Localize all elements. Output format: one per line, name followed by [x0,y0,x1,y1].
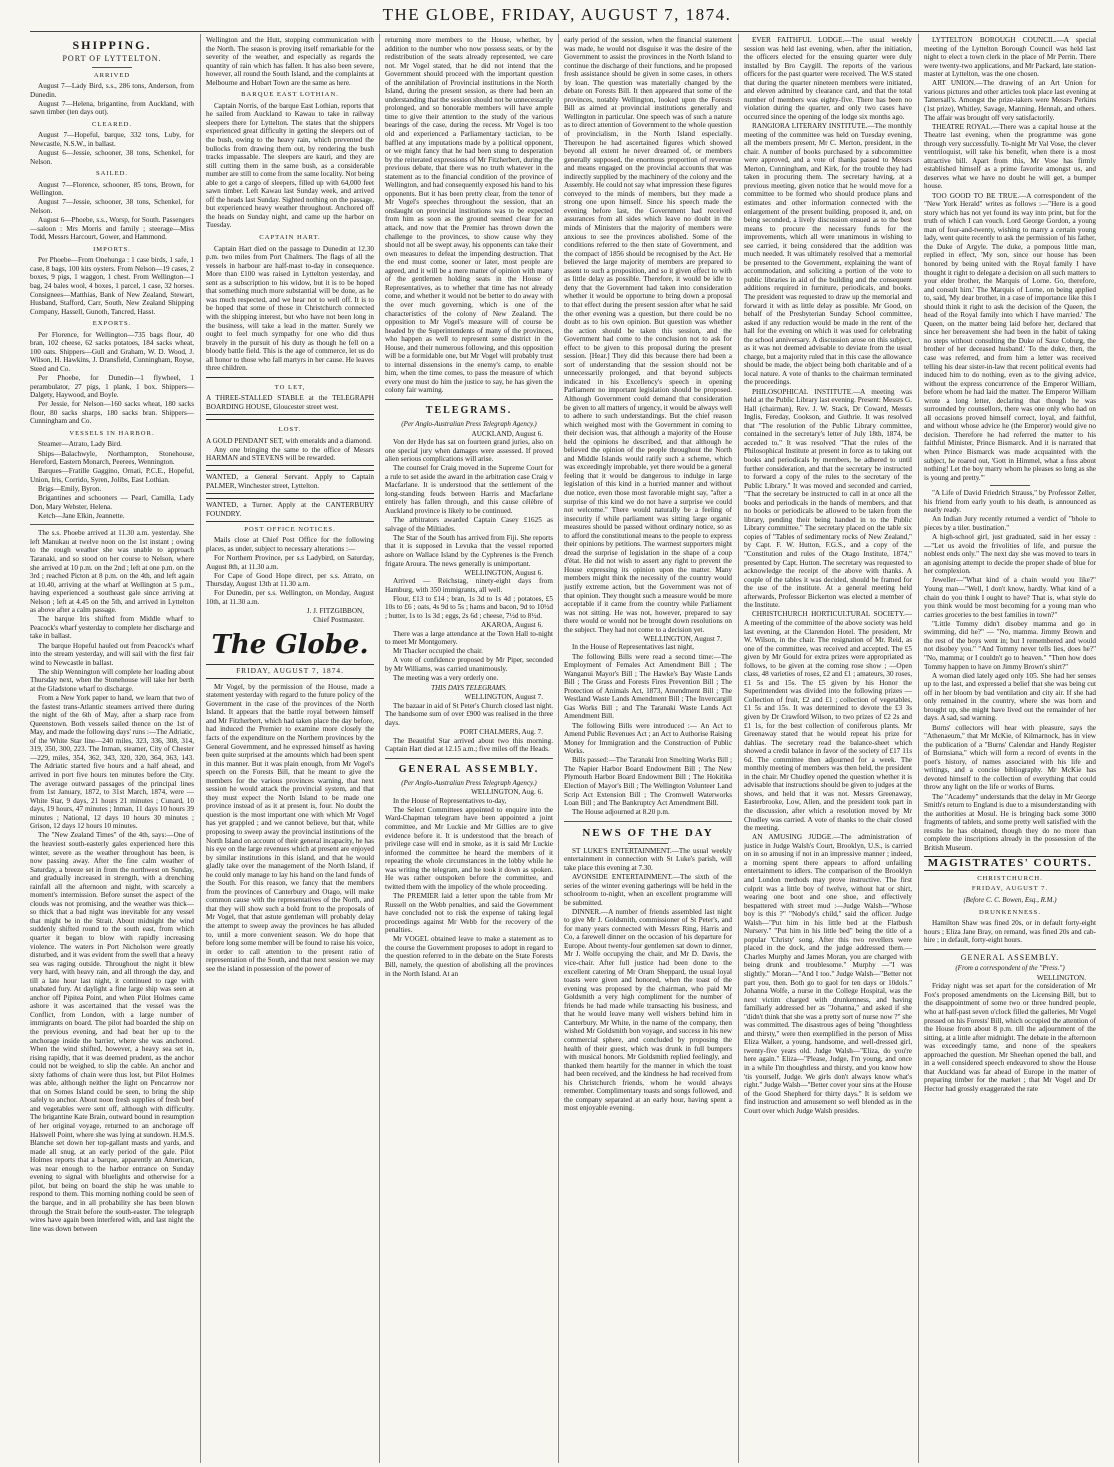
advert-text: WANTED, a Turner. Apply at the CANTERBURY FOUNDRY. [206,501,374,518]
news-item: Jeweller—"What kind of a chain would you like?" Young man—"Well, I don't know, hardly. What kind of a chain do you think I ought to have? That is, what style do you think would be most becoming for a young man who carries groceries to the best families in town?" [924,576,1096,619]
captain-heading: CAPTAIN HART. [259,234,321,242]
assembly-agency: (Per Anglo-Australian Press Telegraph Agency.) [401,778,537,787]
telegram-dateline: AUCKLAND, August 6. [471,429,543,438]
post-office-paragraph: For Cape of Good Hope direct, per s.s. Atrato, on Thursday, August 13th at 11.30 a.m. [206,571,374,589]
news-item: TOO GOOD TO BE TRUE.—A correspondent of the "New York Herald" writes as follows :—"Here is a good story which has not yet found its way into print, but for the truth of which I can vouch. Lord George Gordon, a young man of four-and-twenty, wishing to marry a certain young lady, went quite recently to ask the permission of his father, the Duke of Argyle. The duke, a pompous little man, replied in effect, 'My son, since our house has been honored by being united with the Royal family I have thought it right to delegate a decision on all such matters to your elder brother, the Marquis of Lorne. Go, therefore, and consult him.' The Marquis of Lorne, on being applied to, said, 'My dear brother, in a case of importance like this I should think it right to ask the decision of the Queen, the head of the Royal family into which I have married.' The Queen, on the matter being laid before her, declared that since her bereavement she had been in the habit of taking no steps without consulting the Duke of Saxe Coburg, the brother of her deceased husband.' To the duke, then, the case was referred, and from him a letter was received telling his dear sister-in-law that recent political events had induced him to do nothing, even as to the giving advice, without the express concurrence of the Emperor William, before whom he had laid the matter. The Emperor William wrote a long letter, declaring that though he was surrounded by counsellors, there was one only who had on all occasions proved himself correct, loyal, and faithful, and without whose advice he (the Emperor) would give no decision. Therefore he had referred the matter to his faithful Minister, Prince Bismarck. And it is narrated that when Prince Bismarck was made acquainted with the subject, he roared out, 'Gott in Himmel, what a fuss about nothing! Let the boy marry whom he pleases so long as she is young and pretty.'" [924,191,1096,482]
news-item: PHILOSOPHICAL INSTITUTE.—A meeting was held at the Public Library last evening. Present: Messrs G. Hall (chairman), Rev. J. W. Stack, Dr Coward, Messrs Inglis, Fereday, Cookson, and Guthrie. It was resolved that "The resolution of the Public Library committee, contained in the secretary's letter of July 18th, 1874, be acceded to." It was resolved "That the rules of the Philosophical Institute at present in force as to taking out books and periodicals by members, be adhered to until further consideration, and that the secretary be instructed to forward a copy of the rules to the secretary of the Public Library." It was moved and seconded and carried, "That the secretary be instructed to call in at once all the books and periodicals in the hands of members, and that no books or periodicals be allowed to be taken from the library, pending their being handed in to the Public Library committee." The secretary placed on the table six copies of "Tables of sedimentary rocks of New Zealand," by Capt. F. W. Hutton, F.G.S., and a copy of the "Constitution and rules of the Otago Institute, 1874," presented by Capt. Hutton. The secretary was requested to acknowledge the receipt of the above with thanks. A couple of the tables it was decided, should be framed for the use of the institute. At a general meeting held afterwards, Professor Bickerton was elected a member of the Institute. [744,387,912,610]
assembly-continued: early period of the session, when the financial statement was made, he would not disguise it was the desire of the Government to assist the provinces in the North Island to continue the discharge of their functions, and he proposed fresh assistance should be given in some cases, in others by loan. The question was materially changed by the debate on Forests Bill. It then appeared that some of the provinces, notably Wellington, looked upon the Forests Bill as aimed at provincial institutions generally and Wellington in particular. One speech was of such a nature as to direct attention of Government to the whole question of provincialism, in the North Island especially. Thereupon he had ascertained figures which showed beyond all extent he never dreamed of, or members generally supposed, the enormous proportion of revenue and means engaged on the provincial accounts that was indirectly supplied by the machinery of the colony and the Assembly. He could not say what impression these figures conveyed to the minds of members, but they made a strong one upon himself. Since his speech made the evening before last, the Government had received assurances from all sides which leave no doubt in the minds of Ministers that the majority of members were anxious to see the provinces abolished. Some of the conditions referred to the then state of Government, and the compact of 1856 should be recognised by the Act. He believed the large majority of members are prepared to assent to such a proposition, and so it given effect to with as little delay as possible. Therefore, it would be idle to deny that the Government had taken into consideration whether it would be opportune to bring down a proposal to that effect during the present session after what he said the other evening was a question, but there could be no doubt as to his own opinion. But question was whether the action should be taken this session, and the Government had come to the conclusion not to ask for effect to be given to this proposal during the present session. [Hear.] They did this because there had been a sort of understanding that the session should not be unnecessarily prolonged, and that beyond subjects indicated in his Excellency's speech in opening Parliament no important legislation should be proposed. Although Government could demand that consideration be given to all matters of urgency, it would be always well to adhere to such understandings. But the chief reason which weighed most with the Government in coming to their decision was, that although a majority of the House held the opinions he described, and that although he believed the opinion of the people throughout the North and Middle Islands would ratify such a scheme, which was exceedingly improbable, yet there would be a general feeling that it would be dangerous to indulge in large legislation of this kind in a hurried manner and without due notice, even those most favorable might say, "after a surprise of this kind we do not have a surprise we could not welcome." There would naturally be a feeling of insecurity if while parliament was sitting large organic measures should be passed without ordinary notice, so as to afford the constitutional means to the people to express their opinions by petitions. The warmest supporters might dread the surprise of legislation in the shape of a coup d'état. He did not wish to assert any right to prevent the House expressing its opinion upon the matter. Many members might think the necessity of the country would justify extreme action, but the Government was not of that opinion. They thought such a measure would be more acceptable if it came from the country while Parliament was not sitting. He was not, however, prepared to say there would or would not be brought down resolutions on the subject. They had not come to a decision yet. [564,36,732,634]
telegrams-agency: (Per Anglo-Australian Press Telegraph Agency.) [401,419,537,428]
editorial-paragraph: Mr Vogel, by the permission of the House, made a statement yesterday with regard to the future policy of the Government in the case of the provinces of the North Island. It appears that the battle royal between himself and Mr Fitzherbert, which had taken place the day before, had induced the Premier to examine more closely the facts of the expenditure on the Northern provinces by the General Government, and he expressed himself as having been quite surprised at the amounts which had been spent in this manner. But it was plain enough, from Mr Vogel's speech on the Forests Bill, that he meant to give the members for the various provinces warning, that next session he would attack the provincial system, and that they must expect the North Island to be made one province instead of as it at present is, four. No doubt the question is the most important one with which Mr Vogel has yet grappled ; and we cannot believe, but that, while proposing to sweep away the provincial institutions of the North Island on account of their general incapacity, he has his eye on the large revenues which at present are enjoyed by similar institutions in this island, and that he would gladly take over the management of the North Island, if he could only manage to lay his hand on the land funds of the South. For this reason, we fancy that the members from the provinces of Canterbury and Otago, will make common cause with the representatives of the North, and that they will show such a bold front to the proposals of Mr Vogel, that that astute gentleman will probably delay the attempt to sweep away the provinces he has alluded to, until a more convenient season. We do hope that before long some member will be found to raise his voice, in order to call attention to the present ratio of representation of the South, and that next session we may see the island in possession of the power of [206,682,374,973]
advert-text: Any one bringing the same to the office of Messrs HARMAN and STEVENS will be rewarded. [206,445,374,463]
telegram-item: Arrived — Reichstag, ninety-eight days from Hamburg, with 350 immigrants, all well. [385,577,553,594]
news-item: LYTTELTON BOROUGH COUNCIL.—A special meeting of the Lyttelton Borough Council was held last night to elect a town clerk in the place of Mr Perrin. There were twenty-two applications, and Mr Packard, late station-master at Lyttelton, was the one chosen. [924,36,1096,79]
arrival-entry: August 7—Lady Bird, s.s., 286 tons, Anderson, from Dunedin. [30,82,194,99]
exports-label: EXPORTS. [92,320,132,328]
barque-paragraph: Captain Norris, of the barque East Lothian, reports that he sailed from Auckland to Kawau to take in railway sleepers there for Lyttelton. The states that the shippers experienced great difficulty in getting the sleepers out of the bush, owing to the heavy rain, which prevented the bullocks from drawing them out, by rendering the bush tracks impassable. The sleepers are kauri, and they are still cutting them in the same bush, as a considerable number are still to come from the same locality. Not being able to get a cargo of sleepers, filled up with 64,000 feet sawn timber. Left Kawau last Sunday week, and arrived off the heads last Sunday. Sighted nothing on the passage, but experienced heavy weather throughout. Anchored off the heads on Sunday night, and came up the harbor on Tuesday. [206,101,374,230]
news-item: DINNER.—A number of friends assembled last night to give Mr J. Goldsmith, commissioner of St Peter's, and for many years connected with Messrs Ring, Harris and Co, a farewell dinner on the occasion of his departure for Europe. About twenty-four gentlemen sat down to dinner, Mr J. Wolfe occupying the chair, and Mr D. Davis, the vice-chair. After full justice had been done to the excellent catering of Mr Oram Sheppard, the usual loyal toasts were given and honored, when the toast of the evening was proposed by the chairman, who paid Mr Goldsmith a very high compliment for the number of friends he had made while transacting his business, and that he would leave many well wishers behind him in Canterbury. Mr White, in the name of the company, then wished Mr Goldsmith bon voyage, and success in his new commercial sphere, and concluded by proposing the health of their guest, which was drunk in full bumpers with musical honors. Mr Goldsmith replied feelingly, and thanked them heartily for the manner in which the toast had been received, and the kindness he had received from his Christchurch friends, whom he would always remember. Complimentary toasts and songs followed, and the company separated at an early hour, having spent a most enjoyable evening. [564,907,732,1113]
sailed-entry: August 6—Phoebe, s.s., Worsp, for South. Passengers—saloon : Mrs Morris and family ; steerage—Miss Todd, Messrs Harcourt, Gower, and Hammond. [30,216,194,242]
divider [30,524,194,525]
vessels-entry: Brigantines and schooners — Pearl, Camilla, Lady Don, Mary Webster, Helena. [30,494,194,511]
column-4 [564,36,732,1462]
editorial-continued: returning more members to the House, whether, by addition to the number who now possess seats, or by the redistribution of the seats already represented, we care not. Mr Vogel stated, that he did not intend that the Government should proceed with the important question of the annihilation of Provincial institutions in the North Island, during the present session, as there had been an understanding that the session should not be unnecessarily prolonged, and so honorable members will have ample time to give their attention to the study of the various bearings of the case, during the recess. Mr Vogel is too old and experienced a Parliamentary tactician, to be baffled at any imputations made by a political opponent, or we might fancy that he had been stung to desperation by the reiterated expressions of Mr Fitzherbert, during the previous debate, that there was no truth whatever in the statement as to the financial condition of the province of Wellington, and had consequently exposed his hand to his opponents. But it has been pretty clear, from the tenor of Mr Vogel's speeches throughout the session, that an onslaught on provincial institutions was to be expected from him as soon as the ground seemed clear for an attack, and now that the Premier has thrown down the challenge to the provinces, to show cause why they should not all be swept away, his opponents can take their own measures to defeat the impending destruction. That the end must come, sooner or later, most people are agreed, and it will be a mere matter of opinion with many of the gentlemen holding seats in the House of Representatives, as to whether that time has not already come, and whether it would not be better to do away with the over much governing, which is one of the characteristics of the colony of New Zealand. The opposition to Mr Vogel's measure will of course be headed by the Superintendents of many of the provinces, who happen as well to represent some district in the House, and their numerous following, and this opposition will be a formidable one, but Mr Vogel will probably trust to internal dissensions in the enemy's camp, to enable him, when the time comes, to pass the measure of which every one must do him the justice to say, he has given the colony fair warning. [385,36,553,395]
barque-heading: BARQUE EAST LOTHIAN. [241,91,339,99]
captain-paragraph: Captain Hart died on the passage to Dunedin at 12.30 p.m. two miles from Port Chalmers. The flags of all the vessels in harbour are half-mast to-day in consequence. More than £100 was raised in Lyttelton yesterday, and sent as a subscription to his widow, but it is to be hoped that something much more substantial will be done, as he was much respected, and we hear not to well off. It is to be hoped that some of those in Christchurch connected with the shipping interest, but who have not been long in the business, will take a lead in the matter. Surely we ought to feel much sympathy for one who did thus bravely in the pursuit of his duty as though he fell on a bloody battle field. This is the age of commerce, let us do all honor to those who fall martyrs in her cause. He leaves three children. [206,244,374,373]
assembly-paragraph: Bills passed:—The Taranaki Iron Smelting Works Bill ; The Napier Harbor Board Endowment Bill ; The New Plymouth Harbor Board Endowment Bill ; The Hokitika Election of Mayor's Bill ; The Wellington Volunteer Land Scrip Act Extension Bill ; The Cromwell Waterworks Loan Bill ; and The Bankruptcy Act Amendment Bill. [564,756,732,808]
masthead-rule [30,31,1096,32]
courts-charge: DRUNKENNESS. [978,908,1041,916]
sailed-label: SAILED. [95,170,129,178]
assembly-paragraph: The Select Committees appointed to enquire into the Ward-Chapman telegram have been appointed a joint committee, and Mr Luckie and Mr Gillies are to give evidence before it. It is understood that the breach of privilege case will end in smoke, as it is said Mr Luckie informed the committee he heard the members of it repeating the whole circumstances in the lobby while he was writing the telegram, and he took it down as spoken. He was rather outspoken before the committee, and twitted them with the impolicy of the whole proceeding. [385,805,553,891]
magistrates-courts-heading: MAGISTRATES' COURTS. [924,856,1096,871]
column-2 [206,36,374,1462]
post-office-paragraph: Mails close at Chief Post Office for the following places, as under, subject to necessary alterations :— [206,536,374,553]
column-rule [738,34,739,1463]
assembly-source: (From a correspondent of the "Press.") [955,964,1065,973]
advert-wanted-turner [206,498,374,522]
assembly-heading: GENERAL ASSEMBLY. [960,952,1060,962]
assembly-dateline: WELLINGTON, Aug. 6. [471,788,543,797]
assembly-paragraph: The following Bills were read a second time:—The Employment of Females Act Amendment Bill ; The Wanganui Mayor's Bill ; The Hawke's Bay Waste Lands Bill ; The Grass and Forests Fires Prevention Bill ; The Protection of Animals Act, 1873, Amendment Bill ; The Westland Waste Lands Amendment Bill ; The Invercargill Gas Works Bill ; and The Taranaki Waste Lands Act Amendment Bill. [564,652,732,721]
assembly-paragraph: The PREMIER laid a letter upon the table from Mr Russell on the Webb penalties, and said the Government have concluded not to risk the expense of taking legal proceedings against Mr Webb for the recovery of the penalties. [385,891,553,935]
vessels-entry: Ketch—Jane Elkin, Jeannette. [38,511,125,520]
telegram-dateline: AKAROA, August 6. [481,621,543,630]
post-office-heading: POST OFFICE NOTICES. [244,525,336,533]
imports-label: IMPORTS. [93,245,131,253]
shipping-paragraph: The "New Zealand Times" of the 4th, says:—One of the heaviest south-easterly gales experienced here this winter, severe as the weather throughout has been, is now passing away. After the fine calm weather of Saturday, a breeze set in from the northwest on Sunday, and gradually increased in strength, with a drenching rainfall all the afternoon and night, with scarcely a moment's intermission. Before sunset the aspect of the clouds was not promising, and the weather was thick—so thick that a bad night was inevitable for any vessel that might be in the Strait. About midnight the wind suddenly shifted round to the south east, from which quarter it began to blow with rapidly increasing violence. The waters in Port Nicholson were greatly disturbed, and it was evident from the swell that a heavy sea was raging outside. Throughout the night it blew very hard, with heavy rain, and all through the day, and till a late hour last night, it continued to rage with unabated fury. At daylight a fine large ship was seen at anchor off Pipitea Point, and when Pilot Holmes came ashore it was ascertained that the vessel was the Conflict, from London, with a large number of immigrants on board. The pilot had boarded the ship on the previous evening, and had beat her up to the anchorage inside the barrier, where she was anchored. When the wind shifted, however, a heavy sea set in, rising rapidly, that it was deemed prudent, as the anchor could not be weighed, to slip the cable. An anchor and sixty fathoms of chain were thus lost, but Pilot Holmes was able, although neither the light on Pencarrow nor that on Somes Island could be seen, to bring the ship safely to anchor. About noon fresh supplies of fresh beef and vegetables were sent off, although with difficulty. The brigantine Kate Brain, outward bound in resumption of her original voyage, returned to an anchorage off Halswell Point, where she was lying at sundown. H.M.S. Blanche set down her top-gallant masts and yards, and made all snug, at an early period of the gale. Pilot Holmes reports that a barque, apparently an American, was near enough to the harbor entrance on Sunday evening to signal with bluelights and otherwise for a pilot, but being on board the ship he was unable to respond to them. This morning nothing could be seen of the barque, and in all probability she has been blown through the Strait before the south-easter. The telegraph wires have again been interfered with, and last night the line was down between [30,831,194,1233]
column-rule [379,34,380,1463]
telegram-item: The Beautiful Star arrived about two this morning. Captain Hart died at 12.15 a.m.; five miles off the Heads. [385,736,553,754]
news-item: ART UNION.—The drawing of an Art Union for various pictures and other articles took place last evening at Tattersall's. Amongst the prize-takers were Messrs Perkins (1st prize), Whitley, Savage, Manning, Hennah, and others. The affair was brought off very satisfactorily. [924,79,1096,122]
column-3 [385,36,553,1462]
telegram-item: Von der Hyde has sat on fourteen grand juries, also on one special jury when damages were assessed. If proved alien serious complications will arise. [385,438,553,464]
telegram-dateline: PORT CHALMERS, Aug. 7. [459,728,543,737]
shipping-paragraph: The ship Wennington will complete her loading about Thursday next, when the Stonehouse will take her berth at the Gladstone wharf to discharge. [30,667,194,693]
advert-title: LOST. [278,426,302,434]
news-item: CHRISTCHURCH HORTICULTURAL SOCIETY.—A meeting of the committee of the above society was held last evening, at the Clarendon Hotel. The president, Mr W. Wilson, in the chair. The resignation of Mr. Reid, as one of the committee, was received and accepted. The £5 given by Mr Gould for extra prizes were appropriated as follows, to be given at the coming rose show ; —Open class, 48 varieties of roses, £2 and £1 ; amateurs, 30 roses, £1 5s and 15s. The £5 given by his Honor the Superintendent was divided into the following prizes — Collection of fruit, £2 and £1 ; collection of vegetables, £1 5s and 15s. It was determined to devote the £3 3s given by Dr Crawford Wilson, to two prizes of £2 2s and £1 1s, for the best collection of coniferous plants. Mr Greenaway stated that he would repeat his prize for dahlias. The secretary read the balance-sheet which showed a credit balance in favor of the society of £17 11s 6d. The committee then adjourned for a week. The monthly meeting of members was then held, the president in the chair. Mr Chudley opened the question whether it is advisable that instructions should be given to judges at the shows, and held that it was not. Messrs Greenaway, Easterbrooke, Low, Allen, and the president took part in the discussion, after which a resolution moved by Mr Chudley was carried. A vote of thanks to the chair closed the meeting. [744,610,912,833]
column-5 [744,36,912,1462]
news-item: An Indian Jury recently returned a verdict of "bhole to pieces by a tiler. bustination." [924,515,1096,532]
newspaper-flag: The Globe. [211,630,369,661]
news-heading: NEWS OF THE DAY [582,826,714,839]
news-item: EVER FAITHFUL LODGE.—The usual weekly session was held last evening, when, after the initiation, the officers elected for the ensuing quarter were duly installed by Bro Caygill. The reports of the various officers for the past quarter were received. The W.S stated that during the quarter nineteen members were initiated, and eleven admitted by clearance card, and that the total number of members was eighty-five. There has been no violation during the quarter, and only two cases have occurred since the opening of the lodge six months ago. [744,36,912,121]
assembly-dateline: WELLINGTON. [1036,973,1086,982]
vessels-entry: Brigs—Emily, Byron. [38,484,102,493]
exports-entry: Per Jessie, for Nelson—160 sacks wheat, 180 sacks flour, 80 sacks sharps, 180 sacks bran. Shippers—Cunningham and Co. [30,400,194,426]
arrival-entry: August 7—Helena, brigantine, from Auckland, with sawn timber (ten days out). [30,99,194,117]
page-masthead: THE GLOBE, FRIDAY, AUGUST 7, 1874. [382,5,732,24]
divider [385,399,553,400]
advert-lost [206,419,374,466]
divider [628,843,668,844]
shipping-paragraph: The barque Hopeful hauled out from Peacock's wharf into the stream yesterday, and will sail with the first fair wind to Newcastle in ballast. [30,641,194,667]
shipping-paragraph: The s.s. Phoebe arrived at 11.30 a.m. yesterday. She left Manukau at twelve noon on the 1st instant ; owing to the rough weather she was unable to approach Taranaki, and so stood on her course to Nelson, where she arrived at 10 p.m. on the 2nd ; left at one p.m. on the 3rd ; reached Picton at 8 p.m. on the 4th, and left again at 10.40, arriving at the wharf at Wellington at 5 p.m., having experienced a southeast gale since arriving at Nelson ; left at 4.45 on the 5th, and arrived in Lyttelton as above after a calm passage. [30,529,194,615]
sailed-entry: August 7—Florence, schooner, 85 tons, Brown, for Wellington. [30,180,194,198]
assembly-paragraph: The House adjourned at 8.20 p.m. [572,808,670,817]
assembly-paragraph: The following Bills were introduced :— An Act to Amend Public Revenues Act ; an Act to Authorise Raising Money for Immigration and the Construction of Public Works. [564,721,732,756]
telegrams-heading: TELEGRAMS. [425,404,513,416]
telegram-dateline: WELLINGTON, August 7. [464,693,543,702]
column-6 [924,36,1096,1462]
exports-entry: Per Phoebe, for Dunedin—1 flywheel, 1 perambulator, 27 pigs, 1 plank, 1 box. Shippers—Dalgety, Haywood, and Boyle. [30,374,194,400]
postmaster-name: J. J. FITZGIBBON, [306,607,364,616]
post-office-paragraph: For Dunedin, per s.s. Wellington, on Monday, August 10th, at 11.30 a.m. [206,589,374,606]
cleared-entry: August 7—Hopeful, barque, 332 tons, Luby, for Newcastle, N.S.W., in ballast. [30,131,194,148]
exports-entry: Per Florence, for Wellington—735 bags flour, 40 bran, 102 cheese, 62 sacks potatoes, 184 sacks wheat, 100 oats. Shippers—Gull and Graham, W. D. Wood, J. Wilson, H. Hawkins, J. Dransfield, Cunningham, Royse, Steed and Co. [30,330,194,373]
vessels-label: VESSELS IN HARBOR. [69,429,155,437]
assembly-paragraph: Mr VOGEL obtained leave to make a statement as to the course the Government proposes to adopt in regard to the question referred to in the debate on the State Forests Bill, namely, the question of abolishing all the provinces in the North Island. At an [385,935,553,978]
news-item: Burns' collectors will hear with pleasure, says the "Athenaeum," that Mr McKie, of Kilmarnock, has in view the publication of a "Burns' Calendar and Handy Register of Burnsiana," which will form a record of events in the poet's history, of names associated with his life and writings, and a concise bibliography. Mr McKie has devoted himself to the collection of everything that could throw any light on the life or works of Burns. [924,723,1096,792]
news-item: "A Life of David Friedrich Strauss," by Professor Zeller, his friend from early youth to his death, is announced as nearly ready. [924,489,1096,515]
telegram-item: Flour, £13 to £14 ; bran, 1s 3d to 1s 4d ; potatoes, £5 10s to £6 ; oats, 4s 9d to 5s ; hams and bacon, 9d to 10½d ; butter, 1s to 1s 3d ; eggs, 2s 6d ; cheese, 7½d to 8½d. [385,594,553,620]
telegram-item: There was a large attendance at the Town Hall to-night to meet Mr Montgomery. [385,629,553,647]
advert-title: TO LET, [274,383,306,391]
telegram-item: The arbitrators awarded Captain Casey £1625 as salvage of the Miltiades. [385,516,553,533]
shipping-paragraph: The barque Iris shifted from Middle wharf to Peacock's wharf yesterday to complete her discharge and take in ballast. [30,615,194,641]
news-item: AVONSIDE ENTERTAINMENT.—The sixth of the series of the winter evening gatherings will be held in the schoolroom to-night, when an excellent programme will be submitted. [564,872,732,907]
telegram-dateline: WELLINGTON, August 6. [464,568,543,577]
news-item: "Little Tommy didn't disobey mamma and go in swimming, did he?" — "No, mamma. Jimmy Brown and the rest of the boys went in; but I remembered and would not disobey you." "And Tommy never tells lies, does he?" "No, mamma; or I couldn't go to heaven." "Then how does Tommy happen to have on Jimmy Brown's shirt?" [924,619,1096,671]
post-office-paragraph: For Northern Province, per s.s Ladybird, on Saturday, August 8th, at 11.30 a.m. [206,554,374,571]
column-rule [558,34,559,1463]
cleared-label: CLEARED. [91,120,133,128]
telegram-item: The counsel for Craig moved in the Supreme Court for a rule to set aside the award in the arbitration case Craig v Macfarlane. It is understood that the settlement of the long-standing feuds between Harris and Macfarlane entirely has fallen through, and this cause célèbre of Auckland province is likely to be continued. [385,464,553,516]
column-rule [918,34,919,1463]
column-1 [30,36,194,1462]
todays-telegrams-heading: THIS DAYS TELEGRAMS. [431,683,507,692]
assembly-paragraph: Friday night was set apart for the consideration of Mr Fox's proposed amendments on the Licensing Bill, but to the disappointment of some two or three hundred people, who at half-past seven o'clock filled the galleries, Mr Vogel pressed on his Forests' Bill, which occupied the attention of the House from about 8 p.m. till the adjournment of the sitting, at a little after midnight. The debate in the afternoon was exceedingly tame, and none of the speakers approached the question. Mr Sheehan opened the ball, and in a well considered speech endeavored to show the House that Auckland was far ahead of Europe in the matter of preparing timber for the market ; that Mr Vogel and Dr Hector had grossly exaggerated the rate [924,982,1096,1093]
telegram-item: The Star of the South has arrived from Fiji. She reports that it is supposed in Levuka that the vessel reported ashore on Wallace Island by the Cyphrenes is the French frigate Aroura. The news generally is unimportant. [385,533,553,568]
courts-magistrate: (Before C. C. Bowen, Esq., R.M.) [963,895,1057,904]
telegram-item: The bazaar in aid of St Peter's Church closed last night. The handsome sum of over £900 was realised in the three days. [385,701,553,727]
news-item: The "Academy" understands that the delay in Mr George Smith's return to England is due to a misunderstanding with the authorities at Mosul. He is bringing back some 3000 fragments of tablets, and some pretty well satisfied with the results he has obtained, though they do no more than complete the inscriptions already in the possession of the British Museum. [924,792,1096,852]
vessels-entry: Steamer—Atrato, Lady Bird. [38,440,122,449]
port-heading: PORT OF LYTTELTON. [62,54,162,63]
news-item: ST LUKE'S ENTERTAINMENT.—The usual weekly entertainment in connection with St Luke's parish, will take place this evening at 7.30. [564,846,732,872]
assembly-dateline: WELLINGTON, August 7. [643,634,722,643]
vessels-entry: Barques—Fratille Gaggino, Ornati, P.C.E., Hopeful, Union, Iris, Corrido, Syren, Jolibs, East Lothian. [30,467,194,484]
imports-entry: Per Phoebe—From Onehunga : 1 case birds, 1 safe, 1 case, 8 bags, 100 kits oysters. From Nelson—19 cases, 2 boxes, 9 pigs, 1 waggon, 1 chest. From Wellington—1 bag, 24 bales wool, 4 boxes, 1 parcel, 1 case, 32 horses. Consignees—Matthias, Bank of New Zealand, Stewart, Husband, Stafford, Carr, South, New Zealand Shipping Company, Hassell, Gunoth, Tancred, Hasst. [30,256,194,316]
telegram-item: A vote of confidence proposed by Mr Piper, seconded by Mr Williams, was carried unanimously. [385,656,553,674]
divider [92,67,132,68]
courts-place: CHRISTCHURCH. [977,874,1043,882]
sailed-entry: August 7—Jessie, schooner, 38 tons, Schenkel, for Nelson. [30,198,194,215]
divider [385,758,553,759]
arrived-label: ARRIVED [93,71,131,79]
divider [990,485,1030,486]
cleared-entry: August 6—Jessie, schooner, 38 tons, Schenkel, for Nelson. [30,149,194,166]
advert-text: A THREE-STALLED STABLE at the TELEGRAPH BOARDING HOUSE, Gloucester street west. [206,394,374,411]
assembly-paragraph: In the House of Representatives to-day, [393,796,507,805]
telegram-item: The meeting was a very orderly one. [393,674,499,683]
shipping-paragraph: From a New York paper to hand, we learn that two of the fastest trans-Atlantic steamers arrived there during the night of the 6th of May, after a sharp race from Queenstown. Both vessels sailed thence on the 1st of May, and made the following days' runs :—The Adriatic, of the White Star line—240 miles, 323, 336, 308, 314, 319, 350, 300, 223. The Inman, steamer, City of Chester—229, miles, 354, 362, 343, 320, 320, 364, 363, 143. The Adriatic started five hours and a half ahead, and arrived in port five hours ten minutes before the City. The average outward passages of the principal lines from 1st January, 1872, to 31st March, 1874, were —White Star, 9 days, 21 hours 21 minutes ; Cunard, 10 days, 19 hours, 47 minutes ; Inman, 11 days 10 hours 39 minutes ; National, 12 days 10 hours 30 minutes ; Grison, 12 days 12 hours 10 minutes. [30,694,194,831]
telegram-item: Mr Thacker occupied the chair. [393,647,483,656]
section-heading-shipping: SHIPPING. [72,38,152,52]
editorial-dateline: FRIDAY, AUGUST 7, 1874. [206,664,374,679]
news-item: RANGIORA LITERARY INSTITUTE.—The monthly meeting of the committee was held on Tuesday evening, all the members present, Mr C. Merton, president, in the chair. A number of books purchased by a subcommittee were approved, and a vote of thanks passed to Messrs Merton, Cunningham, and Kirk, for the trouble they had taken in procuring them. The secretary having, at a previous meeting, given notice that he would move for a committee to be formed who should produce plans and estimates and other information connected with the enlargement of the present building, proposed it, and, on being seconded, a lively discussion ensued as to the best means to procure the necessary funds for the improvements, which all were unanimous in wishing to see carried, it being considered that the addition was much needed. It was ultimately resolved that a memorial be presented to the Government, explaining the want of accommodation, and soliciting a portion of the vote to public libraries in aid of the building and the consequent additions required in furniture, periodicals, and books. The president was requested to draw up the memorial and forward it with as little delay as possible. Mr Good, on behalf of the Presbyterian Sunday School committee, asked if any reduction would be made in the rent of the hall for the evening on which it was used for celebrating the school anniversary. A discussion arose on this subject, as it was not deemed advisable to deviate from the usual charge, but a majority ruled that in this case the allowance should be made, the object being both charitable and of a local nature. A vote of thanks to the chairman terminated the proceedings. [744,122,912,387]
advert-wanted-servant [206,470,374,494]
assembly-heading: GENERAL ASSEMBLY. [398,763,540,775]
advert-text: WANTED, a General Servant. Apply to Captain PALMER, Winchester street, Lyttelton. [206,473,374,490]
divider [924,949,1096,950]
divider [564,821,732,822]
advert-text: A GOLD PENDANT SET, with emeralds and a diamond. [206,436,372,445]
vessels-entry: Ships—Balachwyle, Northampton, Stonehouse, Hereford, Eastern Monarch, Peerees, Wennington. [30,449,194,467]
news-item: AN AMUSING JUDGE.—The administration of justice in Judge Walsh's Court, Brooklyn, U.S., is carried on in so amusing if not in an impressive manner ; indeed, a morning spent there appears to afford unfailing entertainment to idlers. The comparison of the Brooklyn and London methods may prove instructive. The first culprit was a little boy of twelve, without hat or shirt, wearing one boot and one shoe, and effectively bespattered with street mud :—Judge Walsh—"Whose boy is this ?" "Nobody's child," said the officer. Judge Walsh—"Put him in his little bed at the Flatbush Nursery." "Put him in his little bed" being the title of a popular 'Christy' song. After this two revellers were placed in the dock, and the judge addressed them.—Charles Murphy and James Moran, you are charged with being drunk and troublesome." Murphy —"I was slightly." Moran—"And I too." Judge Walsh—"Better not part you, then. Both go to gaol for ten days or 10dols." Johanna Wolfe, a nurse in the College Hospital, was the next victim charged with drunkenness, and having familiarly addressed her as "Johanna," and asked if she "didn't think that she was a pretty sort of nurse now ?" she was committed. The disastrous ages of being "thoughtless and thirsty," were then exemplified in the person of Miss Eliza Walker, a young, handsome, and well-dressed girl, twenty-five years old. Judge Walsh—"Eliza, do you're here again." Eliza—"Please, Judge, I'm young, and once in a while I'm thoughtless and thirsty, and you know how 'tis yourself, Judge. We girls don't always know what's right." Judge Walsh—"Better cover your sins at the House of the Good Shepherd for thirty days." It is seldom we find instruction and amusement so well blended as in the Court over which Judge Walsh presides. [744,833,912,1115]
column-rule [200,34,201,1463]
news-item: A high-school girl, just graduated, said in her essay :—"Let us avoid the frivolities of life, and pursue the noblest ends only." The next day she was moved to tears in an agonising attempt to decide the proper shade of blue for her complexion. [924,533,1096,576]
shipping-continued: Wellington and the Hutt, stopping communication with the North. The season is proving itself remarkable for the severity of the weather, and especially as regards the quantity of rain which has fallen. It has also been severe, however, all round the South Island, and the complaints at Melbourne and Hobart Town are the same as here. [206,36,374,87]
advert-to-let [206,377,374,415]
news-item: THEATRE ROYAL.—There was a capital house at the Theatre last evening, when the programme was gone through very successfully. To-night Mr Val Vose, the clever ventriloquist, will take his benefit, when there is a most attractive bill. Apart from this, Mr Vose has firmly established himself as a prime favorite amongst us, and deserves what we have no doubt he will get, a bumper house. [924,122,1096,191]
assembly-paragraph: In the House of Representatives last night, [572,643,694,652]
courts-paragraph: Hamilton Shaw was fined 20s, or in default forty-eight hours ; Eliza Jane Bray, on remand, was fined 20s and cab-hire ; in default, forty-eight hours. [924,919,1096,945]
news-item: A woman died lately aged only 105. She had her senses up to the last, and expressed a belief that she was being cut off in her bloom by bad ventilation and city air. If she had only remained in the country, where she was born and brought up, she might have lived out the remainder of her days. A sad, sad warning. [924,671,1096,723]
postmaster-title: Chief Postmaster. [313,615,364,624]
courts-date: FRIDAY, AUGUST 7. [971,885,1049,893]
